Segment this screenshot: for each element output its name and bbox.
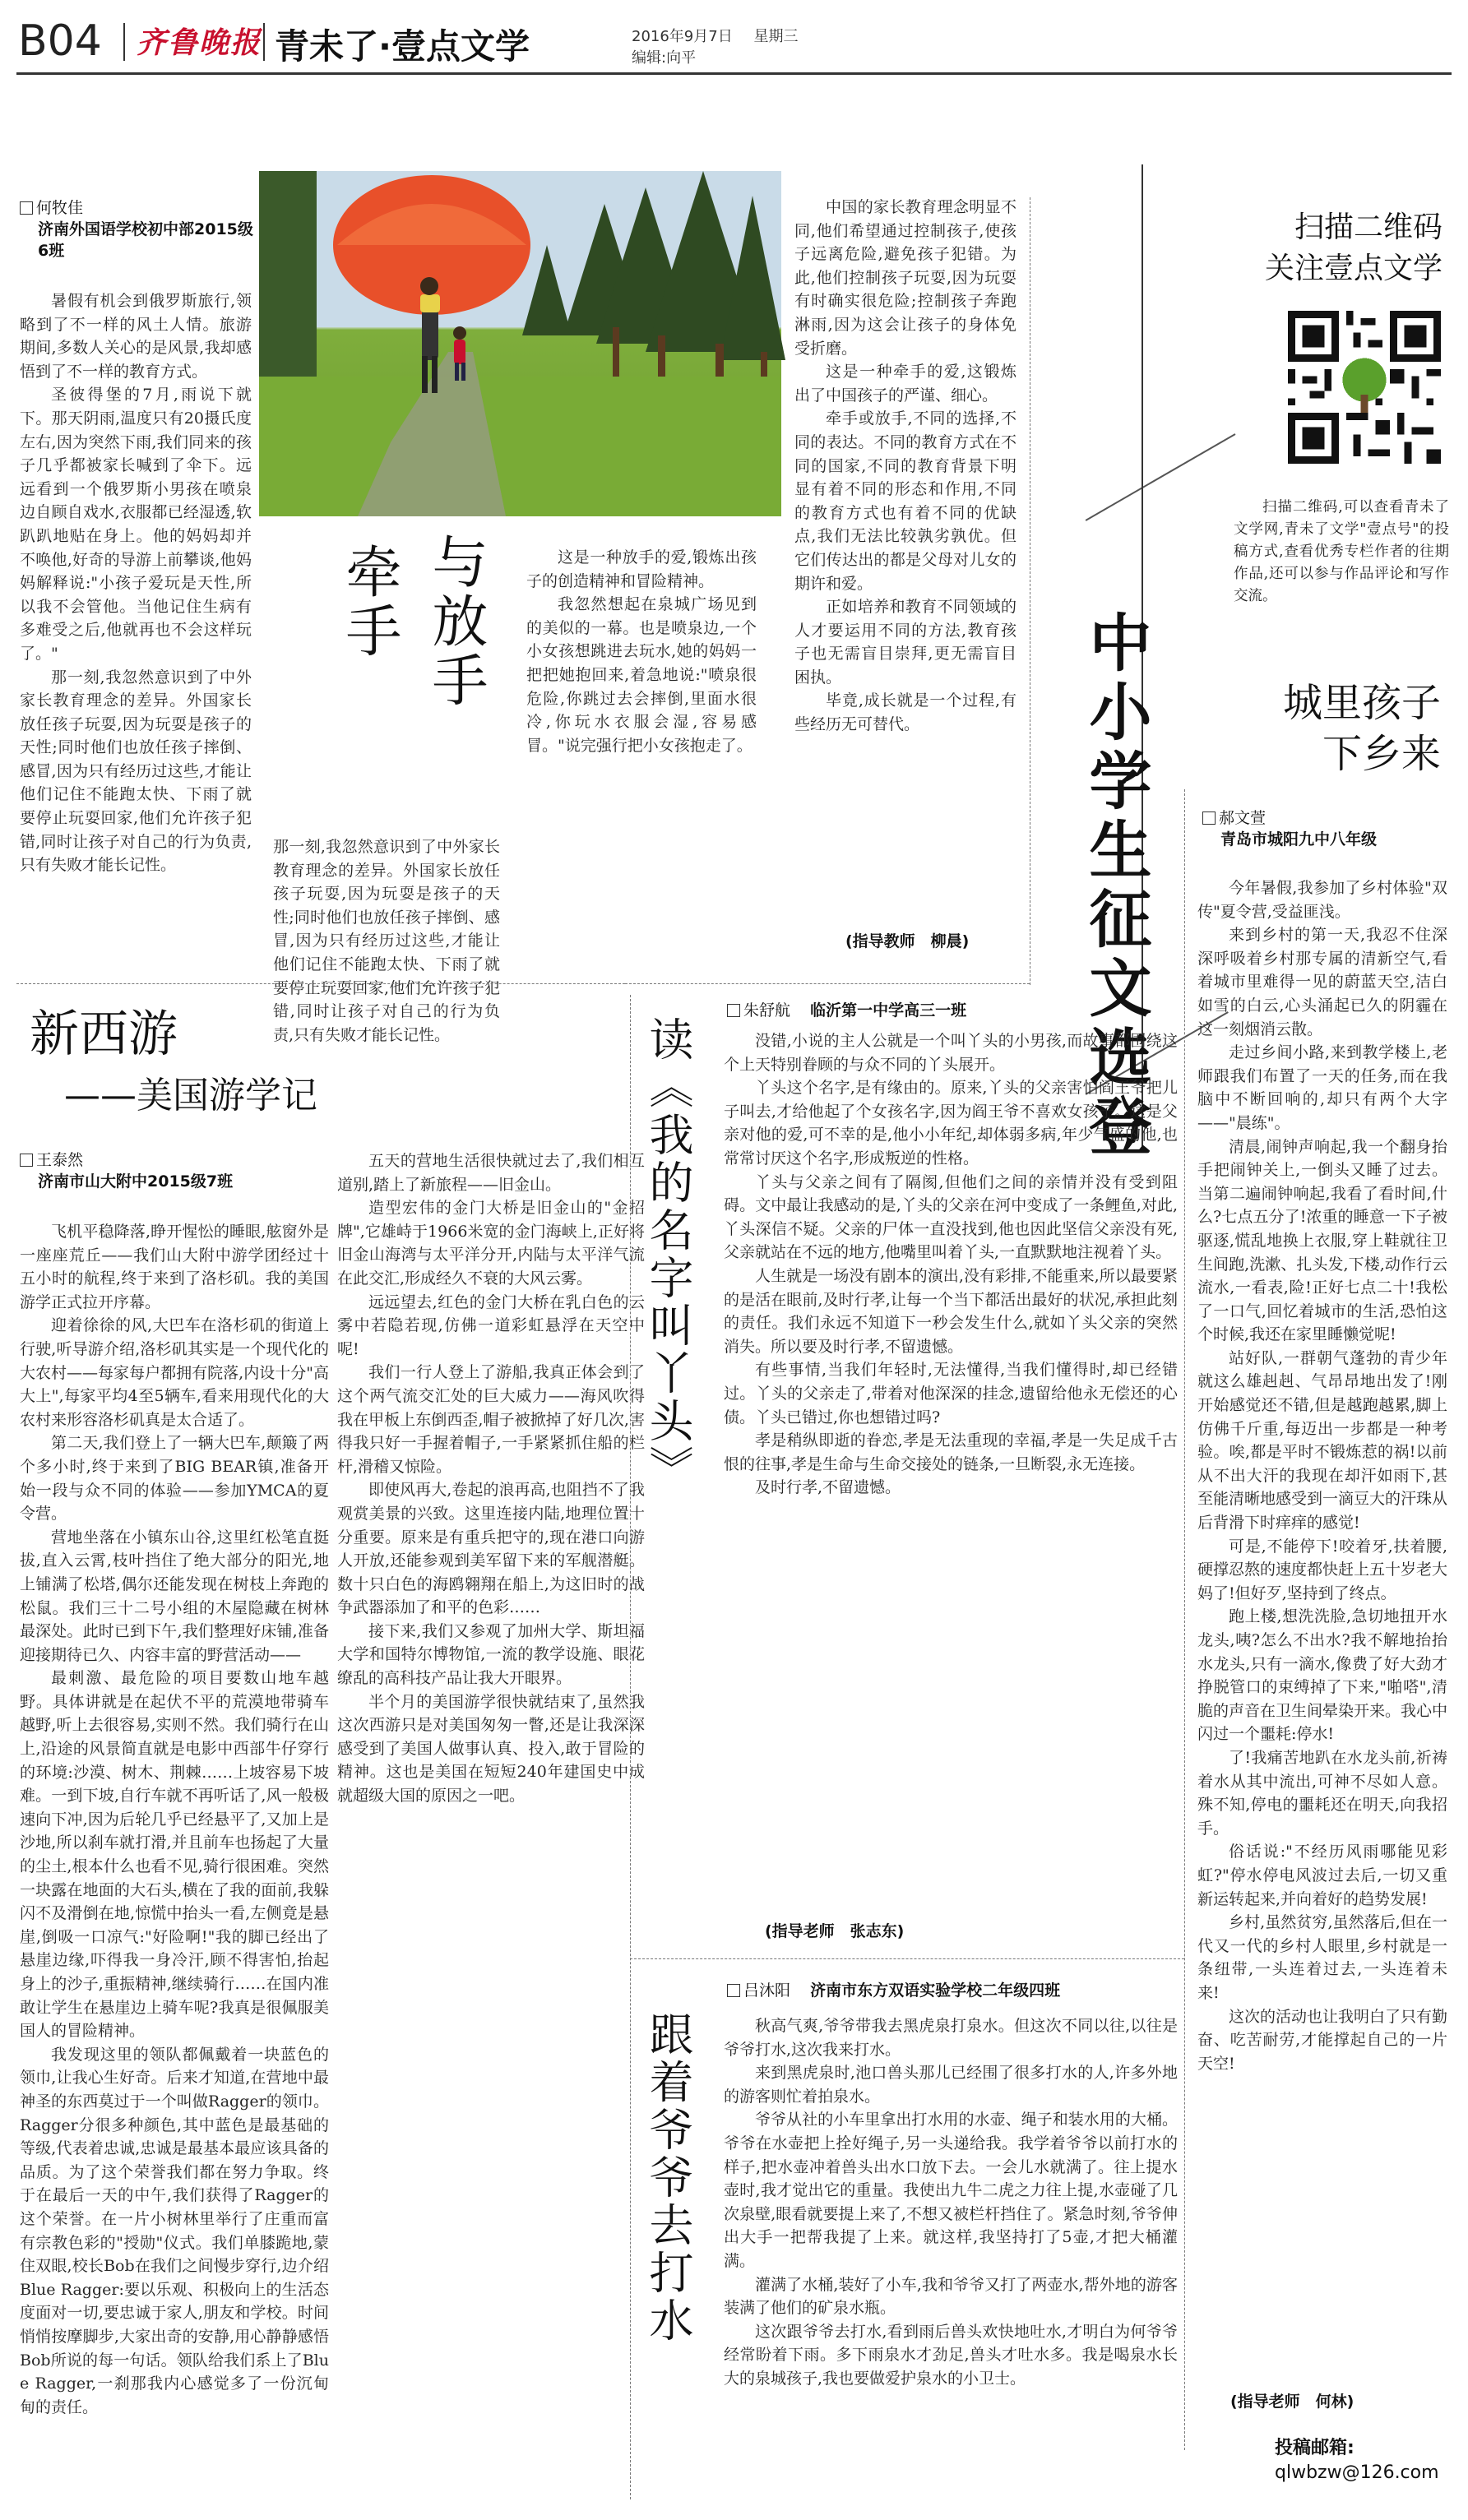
- article5-para: 秋高气爽,爷爷带我去黑虎泉打泉水。但这次不同以往,以往是爷爷打水,这次我来打水。: [724, 2017, 1178, 2059]
- article1-para: 正如培养和教育不同领域的人才要运用不同的方法,教育孩子也无需盲目崇拜,更无需盲目困执。: [794, 598, 1016, 687]
- article4-school: 临沂第一中学高三一班: [810, 1001, 967, 1020]
- article3-byline: [20, 1149, 316, 1192]
- article1-para: 圣彼得堡的7月,雨说下就下。那天阴雨,温度只有20摄氏度左右,因为突然下雨,我们同来的孩子几乎都被家长喊到了伞下。远远看到一个俄罗斯小男孩在喷泉边自顾自戏水,衣服都已经湿透,软趴趴地贴在身上。他的妈妈却并不唤他,好奇的导游上前攀谈,他妈妈解释说:"小孩子爱玩是天性,所以我不会管他。当他记住生病有多难受之后,他就再也不会这样玩了。": [20, 386, 252, 663]
- header-divider: [123, 23, 125, 61]
- article2-para: 跑上楼,想洗洗脸,急切地扭开水龙头,咦?怎么不出水?我不解地抬抬水龙头,只有一滴水,像费了好大劲才挣脱管口的束缚掉了下来,"啪嗒",清脆的声音在卫生间晕染开来。我心中闪过一个噩耗:停水!: [1197, 1607, 1448, 1744]
- email-address[interactable]: qlwbzw@126.com: [1275, 2462, 1439, 2483]
- divider: [1184, 789, 1185, 2450]
- park-balloon-illustration: [259, 171, 781, 516]
- article4-author: 朱舒航: [743, 1001, 791, 1020]
- banner-title: 中小学生征文选登: [1079, 610, 1152, 1163]
- article2-teacher: (指导老师 何林): [1230, 2393, 1355, 2411]
- article3-col1: [20, 1220, 329, 2503]
- article3-para: 半个月的美国游学很快就结束了,虽然我这次西游只是对美国匆匆一瞥,还是让我深深感受到了美国人做事认真、投入,敢于冒险的精神。这也是美国在短短240年建国史中成就超级大国的原因之一吧。: [337, 1692, 645, 1806]
- article3-para: 我发现这里的领队都佩戴着一块蓝色的领巾,让我心生好奇。后来才知道,在营地中最神圣的东西莫过于一个叫做Ragger的领巾。Ragger分很多种颜色,其中蓝色是最基础的等级,代表着忠诚,忠诚是最基本最应该具备的品质。为了这个荣誉我们都在努力争取。终于在最后一天的中午,我们获得了Ragger的这个荣誉。在一片小树林里举行了庄重而富有宗教色彩的"授勋"仪式。我们单膝跪地,蒙住双眼,校长Bob在我们之间慢步穿行,边介绍Blue Ragger:要以乐观、积极向上的生活态度面对一切,要忠诚于家人,朋友和学校。时间悄悄按摩脚步,大家出奇的安静,用心静静感悟Bob所说的每一句话。领队给我们系上了Blue Ragger,一刹那我内心感觉多了一份沉甸甸的责任。: [20, 2045, 329, 2416]
- article2-para: 走过乡间小路,来到教学楼上,老师跟我们布置了一天的任务,而在我脑中不断回响的,却只有两个大字——"晨练"。: [1197, 1043, 1447, 1132]
- article2-para: 站好队,一群朝气蓬勃的青少年就这么雄赳赳、气昂昂地出发了!刚开始感觉还不错,但是越跑越累,脚上仿佛千斤重,每迈出一步都是一种考验。唉,都是平时不锻炼惹的祸!以前从不出大汗的我现在却汗如雨下,甚至能清晰地感受到一滴豆大的汗珠从后背滑下时痒痒的感觉!: [1197, 1348, 1448, 1533]
- article2-para: 了!我痛苦地趴在水龙头前,祈祷着水从其中流出,可神不尽如人意。殊不知,停电的噩耗还在明天,向我招手。: [1197, 1748, 1447, 1838]
- article1-para: 那一刻,我忽然意识到了中外家长教育理念的差异。外国家长放任孩子玩耍,因为玩耍是孩子的天性;同时他们也放任孩子摔倒、感冒,因为只有经历过这些,才能让他们记住不能跑太快、下雨了就要停止玩耍回家,他们允许孩子犯错,同时让孩子对自己的行为负责,只有失败才能长记性。: [20, 668, 252, 875]
- article1-photo: [259, 171, 781, 516]
- date-text: 2016年9月7日: [632, 28, 733, 45]
- article5-byline: [727, 1980, 1188, 2001]
- article3-author: 王泰然: [36, 1151, 84, 1169]
- newspaper-logo: 齐鲁晚报: [137, 25, 262, 60]
- article4-para: 及时行孝,不留遗憾。: [755, 1478, 901, 1497]
- article2-title-line2: 下乡来: [1322, 731, 1441, 777]
- article3-para: 造型宏伟的金门大桥是旧金山的"金招牌",它雄峙于1966米宽的金门海峡上,正好将旧金山海湾与太平洋分开,内陆与太平洋气流在此交汇,形成经久不衰的大风云雾。: [337, 1199, 645, 1288]
- article3-para: 迎着徐徐的风,大巴车在洛杉矶的街道上行驶,听导游介绍,洛杉矶其实是一个现代化的大农村——每家每户都拥有院落,内设十分"高大上",每家平均4至5辆车,看来用现代化的大农村来形容洛杉矶真是太合适了。: [20, 1316, 329, 1429]
- article1-col1: [20, 289, 252, 972]
- article5-para: 来到黑虎泉时,池口兽头那儿已经围了很多打水的人,许多外地的游客则忙着拍泉水。: [724, 2064, 1178, 2106]
- article1-para: 中国的家长教育理念明显不同,他们希望通过控制孩子,使孩子远离危险,避免孩子犯错。为此,他们控制孩子玩耍,因为玩耍有时确实很危险;控制孩子奔跑淋雨,因为这会让孩子的身体免受折磨。: [794, 198, 1016, 358]
- article1-para: 暑假有机会到俄罗斯旅行,领略到了不一样的风土人情。旅游期间,多数人关心的是风景,我却感悟到了不一样的教育方式。: [20, 292, 252, 381]
- article3-para: 五天的营地生活很快就过去了,我们相互道别,踏上了新旅程——旧金山。: [337, 1152, 645, 1194]
- article1-teacher: (指导教师 柳晨): [845, 932, 970, 950]
- article2-para: 清晨,闹钟声响起,我一个翻身抬手把闹钟关上,一倒头又睡了过去。当第二遍闹钟响起,我看了看时间,什么?七点五分了!浓重的睡意一下子被驱逐,慌乱地换上衣服,穿上鞋就往卫生间跑,洗漱、扎头发,下楼,动作行云流水,一看表,险!正好七点二十!我松了一口气,回忆着城市的生活,恐怕这个时候,我还在家里睡懒觉呢!: [1197, 1137, 1447, 1344]
- article4-byline: [727, 1000, 1188, 1021]
- article2-para: 来到乡村的第一天,我忍不住深深呼吸着乡村那专属的清新空气,看着城市里难得一见的蔚蓝天空,洁白如雪的白云,心头涌起已久的阴霾在这一刻烟消云散。: [1197, 926, 1447, 1038]
- article1-col3: [526, 546, 757, 973]
- article1-para: 牵手或放手,不同的选择,不同的表达。不同的教育方式在不同的国家,不同的教育背景下明显有着不同的形态和作用,不同的教育方式也有着不同的优缺点,我们无法比较孰劣孰优。但它们传达出的都是父母对儿女的期许和爱。: [794, 409, 1016, 593]
- article3-para: 远远望去,红色的金门大桥在乳白色的云雾中若隐若现,仿佛一道彩虹悬浮在天空中呢!: [337, 1292, 645, 1358]
- article4-para: 没错,小说的主人公就是一个叫丫头的小男孩,而故事都围绕这个上天特别眷顾的与众不同的丫头展开。: [724, 1032, 1178, 1074]
- weekday-text: 星期三: [753, 28, 799, 45]
- page-number: B04: [18, 16, 102, 66]
- article2-para: 乡村,虽然贫穷,虽然落后,但在一代又一代的乡村人眼里,乡村就是一条纽带,一头连着过去,一头连着未来!: [1197, 1913, 1447, 2002]
- divider: [630, 1958, 1184, 1959]
- article3-para: 营地坐落在小镇东山谷,这里红松笔直挺拔,直入云霄,枝叶挡住了绝大部分的阳光,地上铺满了松塔,偶尔还能发现在树枝上奔跑的松鼠。我们三十二号小组的木屋隐藏在树林最深处。此时已到下午,我们整理好床铺,准备迎接期待已久、内容丰富的野营活动——: [20, 1528, 329, 1664]
- qr-heading-line1: 扫描二维码: [1294, 210, 1443, 244]
- article4-title: 读《我的名字叫丫头》: [642, 1016, 694, 1493]
- article4-para: 有些事情,当我们年轻时,无法懂得,当我们懂得时,却已经错过。丫头的父亲走了,带着对他深深的挂念,遗留给他永无偿还的心债。丫头已错过,你也想错过吗?: [724, 1361, 1178, 1426]
- article3-col2: [337, 1149, 645, 2503]
- article5-para: 爷爷从社的小车里拿出打水用的水壶、绳子和装水用的大桶。爷爷在水壶把上拴好绳子,另一头递给我。我学着爷爷以前打水的样子,把水壶冲着兽头出水口放下去。一会儿水就满了。往上提水壶时,我才觉出它的重量。我使出九牛二虎之力往上提,水壶碰了几次泉壁,眼看就要提上来了,不想又被栏杆挡住了。紧急时刻,爷爷伸出大手一把帮我提了上来。就这样,我坚持打了5壶,才把大桶灌满。: [724, 2111, 1178, 2270]
- article4-para: 丫头这个名字,是有缘由的。原来,丫头的父亲害怕阎王爷把儿子叫去,才给他起了个女孩名字,因为阎王爷不喜欢女孩子。这是父亲对他的爱,可不幸的是,他小小年纪,却体弱多病,年少气盛的他,也常常讨厌这个名字,形成叛逆的性格。: [724, 1079, 1178, 1168]
- divider: [16, 983, 625, 984]
- article1-byline: [20, 197, 258, 261]
- header-divider: [263, 23, 265, 61]
- issue-date: [632, 25, 798, 46]
- article4-teacher: (指导老师 张志东): [765, 1922, 905, 1940]
- qr-code[interactable]: [1288, 311, 1441, 464]
- article1-title-part2: 与放手: [423, 533, 488, 710]
- qr-description: 扫描二维码,可以查看青未了文学网,青未了文学"壹点号"的投稿方式,查看优秀专栏作者的往期作品,还可以参与作品评论和写作交流。: [1234, 499, 1449, 604]
- divider: [630, 995, 631, 2499]
- article3-para: 飞机平稳降落,睁开惺忪的睡眼,舷窗外是一座座荒丘——我们山大附中游学团经过十五小时的航程,终于来到了洛杉矶。我的美国游学正式拉开序幕。: [20, 1223, 329, 1311]
- editor-text: 编辑:向平: [632, 49, 697, 67]
- article4-para: 丫头与父亲之间有了隔阂,但他们之间的亲情并没有受到阻碍。文中最让我感动的是,丫头的父亲在河中变成了一条鲤鱼,对此,丫头深信不疑。父亲的尸体一直没找到,他也因此坚信父亲没有死,父亲就站在不远的地方,他嘴里叫着丫头,一直默默地注视着丫头。: [724, 1172, 1178, 1262]
- article3-title-line1: 新西游: [30, 1006, 178, 1063]
- submission-email: [1275, 2434, 1439, 2483]
- article5-para: 灌满了水桶,装好了小车,我和爷爷又打了两壶水,帮外地的游客装满了他们的矿泉水瓶。: [724, 2275, 1178, 2318]
- article4-para: 人生就是一场没有剧本的演出,没有彩排,不能重来,所以最要紧的是活在眼前,及时行孝,让每一个当下都活出最好的状况,承担此刻的责任。我们永远不知道下一秒会发生什么,就如丫头父亲的突然消失。所以要及时行孝,不留遗憾。: [724, 1266, 1178, 1356]
- article1-para: 这是一种牵手的爱,这锻炼出了中国孩子的严谨、细心。: [794, 363, 1016, 405]
- article1-para: 那一刻,我忽然意识到了中外家长教育理念的差异。外国家长放任孩子玩耍,因为玩耍是孩子的天性;同时他们也放任孩子摔倒、感冒,因为只有经历过这些,才能让他们记住不能跑太快、下雨了就要停止玩耍回家,他们允许孩子犯错,同时让孩子对自己的行为负责,只有失败才能长记性。: [273, 838, 500, 1044]
- article1-para: 我忽然想起在泉城广场见到的美似的一幕。也是喷泉边,一个小女孩想跳进去玩水,她的妈妈一把把她抱回来,着急地说:"喷泉很危险,你跳过去会摔倒,里面水很冷,你玩水衣服会湿,容易感冒。"说完强行把小女孩抱走了。: [526, 595, 757, 755]
- article1-para: 这是一种放手的爱,锻炼出孩子的创造精神和冒险精神。: [526, 548, 757, 590]
- article2-author: 郝文萱: [1219, 809, 1267, 827]
- article3-para: 接下来,我们又参观了加州大学、斯坦福大学和国特尔博物馆,一流的教学设施、眼花缭乱的高科技产品让我大开眼界。: [337, 1621, 645, 1688]
- section-title: 青未了·壹点文学: [275, 26, 530, 67]
- article1-para: 毕竟,成长就是一个过程,有些经历无可替代。: [794, 691, 1016, 734]
- article5-school: 济南市东方双语实验学校二年级四班: [810, 1981, 1061, 2000]
- article2-para: 俗话说:"不经历风雨哪能见彩虹?"停水停电风波过去后,一切又重新运转起来,并向着好的趋势发展!: [1197, 1843, 1447, 1908]
- article4-body: [724, 1029, 1178, 1917]
- article2-para: 可是,不能停下!咬着牙,扶着腰,硬撑忍熬的速度都快赶上五十岁老大妈了!但好歹,坚持到了终点。: [1197, 1537, 1448, 1602]
- article3-para: 即使风再大,卷起的浪再高,也阻挡不了我观赏美景的兴致。这里连接内陆,地理位置十分重要。原来是有重兵把守的,现在港口向游人开放,还能参观到美军留下来的军舰潜艇。数十只白色的海鸥翱翔在船上,为这旧时的战争武器添加了和平的色彩……: [337, 1481, 645, 1617]
- article2-byline: [1202, 807, 1449, 850]
- article2-body: [1197, 876, 1447, 2381]
- article5-author: 吕沐阳: [743, 1981, 791, 2000]
- article1-author: 何牧佳: [36, 199, 84, 217]
- article2-para: 今年暑假,我参加了乡村体验"双传"夏令营,受益匪浅。: [1197, 879, 1447, 921]
- article1-title-part1: 牵手: [336, 543, 401, 661]
- divider: [625, 983, 1030, 984]
- article2-para: 这次的活动也让我明白了只有勤奋、吃苦耐劳,才能撑起自己的一片天空!: [1197, 2007, 1448, 2073]
- article1-school: 济南外国语学校初中部2015级6班: [38, 220, 253, 260]
- article1-col4: [794, 196, 1016, 922]
- article4-para: 孝是稍纵即逝的眷恋,孝是无法重现的幸福,孝是一失足成千古恨的往事,孝是生命与生命交接处的链条,一旦断裂,永无连接。: [724, 1431, 1178, 1473]
- article5-para: 这次跟爷爷去打水,看到雨后兽头欢快地吐水,才明白为何爷爷经常盼着下雨。多下雨泉水才劲足,兽头才吐水多。我是喝泉水长大的泉城孩子,我也要做爱护泉水的小卫士。: [724, 2322, 1178, 2388]
- qr-heading-line2: 关注壹点文学: [1264, 252, 1443, 285]
- email-label: 投稿邮箱:: [1275, 2438, 1355, 2458]
- article2-school: 青岛市城阳九中八年级: [1220, 830, 1378, 848]
- diagonal-line: [1086, 433, 1236, 520]
- article3-title-line2: ——美国游学记: [64, 1075, 317, 1117]
- article5-body: [724, 2014, 1178, 2508]
- article3-para: 第二天,我们登上了一辆大巴车,颠簸了两个多小时,终于来到了BIG BEAR镇,准备开始一段与众不同的体验——参加YMCA的夏令营。: [20, 1434, 329, 1524]
- article3-school: 济南市山大附中2015级7班: [38, 1172, 234, 1191]
- article5-title: 跟着爷爷去打水: [642, 2011, 694, 2345]
- article2-title-line1: 城里孩子: [1282, 680, 1441, 726]
- qr-code-icon: [1288, 311, 1441, 464]
- article3-para: 最刺激、最危险的项目要数山地车越野。具体讲就是在起伏不平的荒漠地带骑车越野,听上去很容易,实则不然。我们骑行在山上,沿途的风景简直就是电影中西部牛仔穿行的环境:沙漠、树木、荆棘……上坡容易下坡难。一到下坡,自行车就不再听话了,风一般极速向下冲,因为后轮几乎已经悬平了,又加上是沙地,所以刹车就打滑,并且前车也扬起了大量的尘土,根本什么也看不见,骑行很困难。突然一块露在地面的大石头,横在了我的面前,我躲闪不及滑倒在地,惊慌中抬头一看,左侧竟是悬崖,倒吸一口凉气:"好险啊!"我的脚已经出了悬崖边缘,吓得我一身冷汗,顾不得害怕,抬起身上的沙子,重振精神,继续骑行……在国内准敢让学生在悬崖边上骑车呢?我真是很佩服美国人的冒险精神。: [20, 1669, 329, 2041]
- article3-para: 我们一行人登上了游船,我真正体会到了这个两气流交汇处的巨大威力——海风吹得我在甲板上东倒西歪,帽子被掀掉了好几次,害得我只好一手握着帽子,一手紧紧抓住船的栏杆,滑稽又惊险。: [337, 1363, 645, 1476]
- header-rule: [16, 72, 1452, 75]
- article1-col2: [273, 835, 500, 1044]
